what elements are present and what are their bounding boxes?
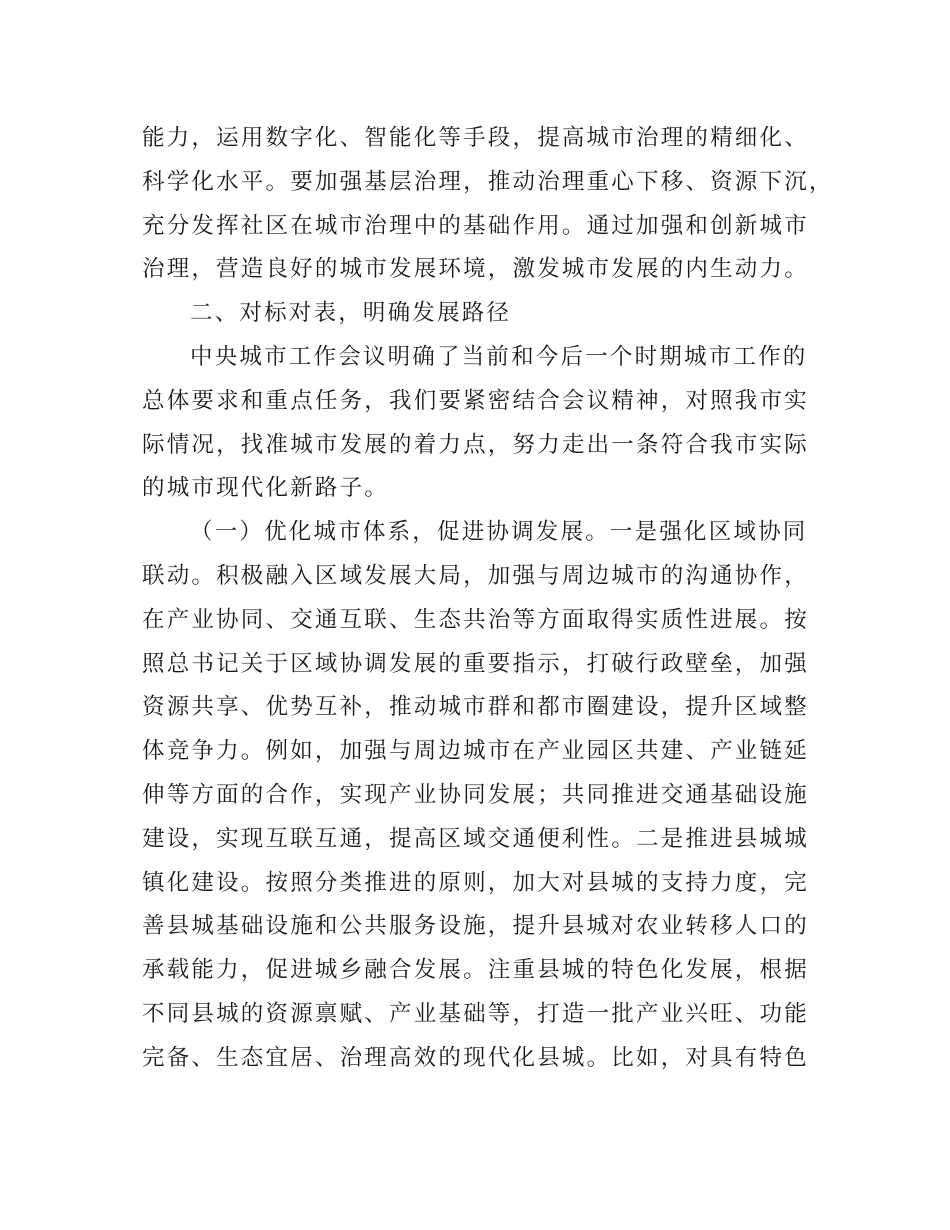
body-text-line: 能力，运用数字化、智能化等手段，提高城市治理的精细化、 xyxy=(142,125,809,151)
body-text-line: 不同县城的资源禀赋、产业基础等，打造一批产业兴旺、功能 xyxy=(142,1000,809,1027)
body-text-line: 伸等方面的合作，实现产业协同发展；共同推进交通基础设施 xyxy=(142,781,809,808)
body-text-line: 镇化建设。按照分类推进的原则，加大对县城的支持力度，完 xyxy=(142,869,809,896)
body-text-line: 联动。积极融入区域发展大局，加强与周边城市的沟通协作， xyxy=(142,562,809,589)
body-text-line: 在产业协同、交通互联、生态共治等方面取得实质性进展。按 xyxy=(142,606,809,633)
body-text-line: 资源共享、优势互补，推动城市群和都市圈建设，提升区域整 xyxy=(142,694,809,721)
body-text-line: 际情况，找准城市发展的着力点，努力走出一条符合我市实际 xyxy=(142,431,809,458)
body-text-line: 照总书记关于区域协调发展的重要指示，打破行政壁垒，加强 xyxy=(142,650,809,677)
document-body xyxy=(142,117,834,1081)
section-heading: 二、对标对表，明确发展路径 xyxy=(190,300,512,327)
body-text-line: 治理，营造良好的城市发展环境，激发城市发展的内生动力。 xyxy=(142,256,809,283)
body-text-line: 体竞争力。例如，加强与周边城市在产业园区共建、产业链延 xyxy=(142,738,809,765)
body-text-line: 充分发挥社区在城市治理中的基础作用。通过加强和创新城市 xyxy=(142,212,809,239)
body-text-line: 建设，实现互联互通，提高区域交通便利性。二是推进县城城 xyxy=(142,825,809,852)
body-text-line: 的城市现代化新路子。 xyxy=(142,475,390,502)
body-text-line: 善县城基础设施和公共服务设施，提升县城对农业转移人口的 xyxy=(142,913,809,940)
body-text-line: 承载能力，促进城乡融合发展。注重县城的特色化发展，根据 xyxy=(142,957,809,984)
subsection-heading-line: （一）优化城市体系，促进协调发展。一是强化区域协同 xyxy=(190,519,808,546)
body-text-line: 中央城市工作会议明确了当前和今后一个时期城市工作的 xyxy=(190,343,808,370)
body-text-line: 科学化水平。要加强基层治理，推动治理重心下移、资源下沉， xyxy=(142,168,834,195)
body-text-line: 完备、生态宜居、治理高效的现代化县城。比如，对具有特色 xyxy=(142,1044,809,1071)
body-text-line: 总体要求和重点任务，我们要紧密结合会议精神，对照我市实 xyxy=(142,387,809,414)
